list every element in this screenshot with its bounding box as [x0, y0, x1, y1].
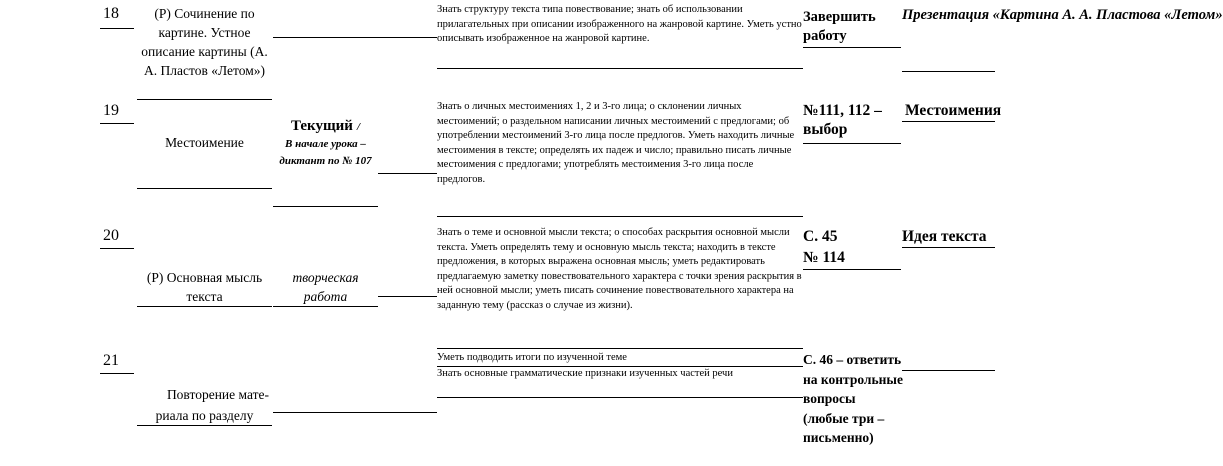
- divider: [378, 173, 437, 174]
- divider: [100, 123, 134, 124]
- divider: [437, 216, 803, 217]
- extra-resource: Презентация «Картина А. А. Пластова «Летом»: [902, 7, 1223, 23]
- lesson-topic: Местоимение: [165, 135, 244, 150]
- divider: [437, 397, 803, 398]
- divider: [273, 412, 437, 413]
- requirements-text: Знать о личных местоимениях 1, 2 и 3-го лица; о склонении личных местоимений; о раздельном написании личных местоимений с предлогами; об употреблении местоимений 3-го лица после предлогов. Уметь находить личные местоимения в тексте; определять их падеж и число; правильно писать личные местоимения с предлогами; употреблять местоимения 3-го лица после предлогов.: [437, 101, 795, 185]
- divider: [902, 247, 995, 248]
- homework-exercise: № 114: [803, 249, 845, 266]
- row-number: 20: [103, 227, 119, 244]
- control-separator: /: [356, 121, 361, 133]
- divider: [803, 269, 901, 270]
- lesson-topic: (Р) Сочинение по картине. Устное описание картины (А. А. Пластов «Летом»): [141, 6, 268, 78]
- lesson-topic: (Р) Основная мысль текста: [146, 270, 263, 304]
- homework-page: С. 45: [803, 228, 838, 245]
- divider: [437, 68, 803, 69]
- homework: №111, 112 – выбор: [803, 102, 882, 138]
- requirements-text: Уметь подводить итоги по изученной теме: [437, 352, 627, 363]
- lesson-topic-line: Повторение мате-: [166, 387, 269, 402]
- requirements-text: Знать основные грамматические признаки изученных частей речи: [437, 368, 733, 379]
- row-number: 18: [103, 5, 119, 22]
- divider: [803, 47, 901, 48]
- divider: [100, 248, 134, 249]
- lesson-topic-line: риала по разделу: [155, 408, 254, 423]
- lesson-topic: [137, 384, 272, 426]
- divider: [137, 188, 272, 189]
- requirements-text: Знать структуру текста типа повествование; знать об использовании прилагательных при описании изображенного на жанровой картине. Уметь устно описывать изображенное на жанровой картине.: [437, 4, 802, 44]
- row-number: 21: [103, 352, 119, 369]
- row-number: 19: [103, 102, 119, 119]
- extra-resource: Идея текста: [902, 228, 987, 245]
- divider: [803, 143, 901, 144]
- control-title: Текущий: [290, 118, 353, 134]
- control-form: творческая работа: [292, 270, 359, 304]
- divider: [137, 99, 272, 100]
- control-form: [273, 117, 378, 170]
- divider: [273, 37, 437, 38]
- divider: [273, 306, 378, 307]
- divider: [437, 348, 803, 349]
- homework: Завершить работу: [803, 9, 876, 44]
- divider: [100, 373, 134, 374]
- requirements-text: Знать о теме и основной мысли текста; о способах раскрытия основной мысли текста. Уметь определять тему и основную мысль текста; находить в тексте предложения, в которых выражена основная мысль; уметь редактировать предлагаемую заметку повествовательного характера с точки зрения раскрытия в ней основной мысли; уметь писать сочинение повествовательного характера на заданную тему (рассказ о случае из жизни).: [437, 227, 802, 311]
- divider: [137, 425, 272, 426]
- control-note: В начале урока – диктант по № 107: [279, 138, 372, 167]
- divider: [902, 370, 995, 371]
- divider: [902, 71, 995, 72]
- divider: [273, 206, 378, 207]
- homework: С. 46 – ответить на контрольные вопросы (любые три – письменно): [803, 352, 903, 445]
- divider: [902, 121, 995, 122]
- divider: [378, 296, 437, 297]
- divider: [100, 28, 134, 29]
- divider: [137, 306, 272, 307]
- extra-resource: Местоимения: [905, 102, 1002, 119]
